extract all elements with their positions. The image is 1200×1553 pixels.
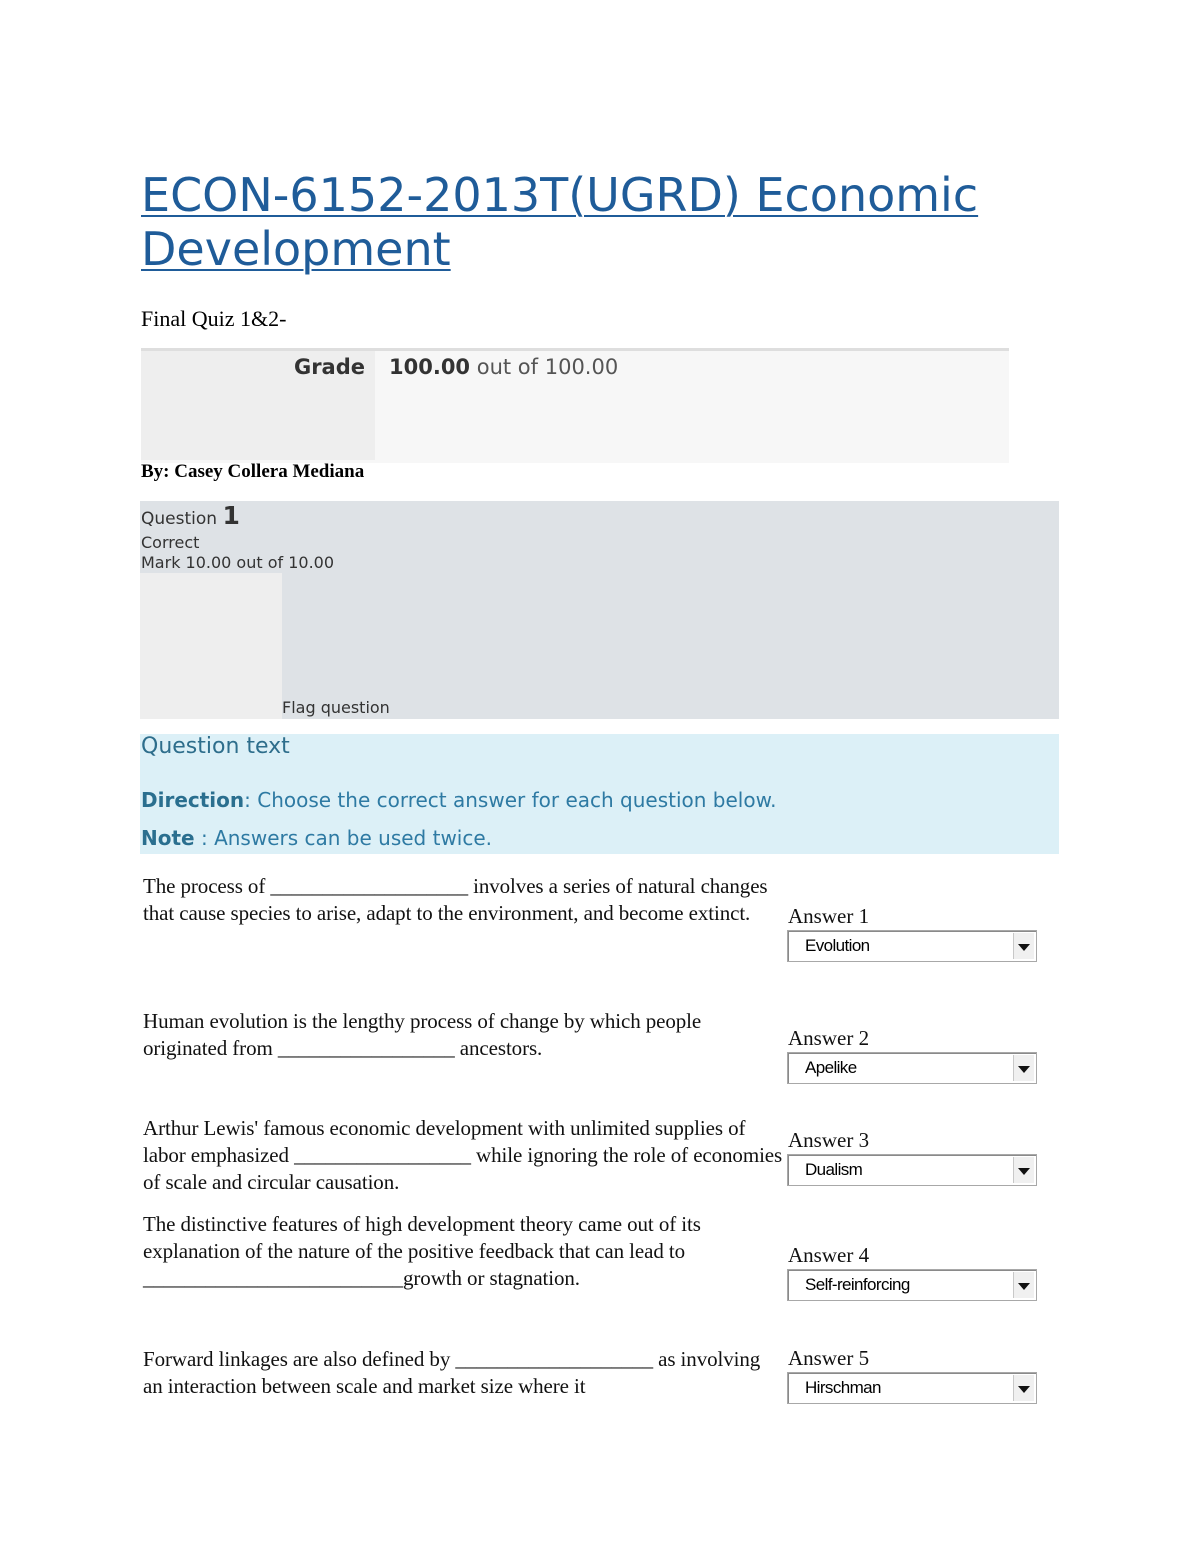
question-text-panel bbox=[140, 734, 1059, 854]
direction-line bbox=[141, 788, 776, 812]
answer-select-value-1: Evolution bbox=[805, 936, 870, 955]
note-label: Note bbox=[141, 826, 195, 850]
answer-select-4[interactable] bbox=[787, 1269, 1037, 1301]
answer-select-2[interactable] bbox=[787, 1052, 1037, 1084]
author-credit: By: Casey Collera Mediana bbox=[141, 461, 365, 482]
question-status: Correct bbox=[141, 533, 200, 552]
question-state bbox=[141, 533, 334, 573]
answer-select-5[interactable] bbox=[787, 1372, 1037, 1404]
question-mark: Mark 10.00 out of 10.00 bbox=[141, 553, 335, 572]
chevron-down-icon[interactable] bbox=[1013, 933, 1034, 959]
quiz-name: Final Quiz 1&2- bbox=[141, 306, 287, 331]
question-number bbox=[141, 501, 240, 530]
grade-label-cell bbox=[141, 351, 375, 460]
question-prompt-4: The distinctive features of high development theory came out of its explanation of the nature of the positive feedback that can lead to _________________________growth or stagnation. bbox=[143, 1212, 701, 1290]
grade-score: 100.00 bbox=[389, 355, 471, 379]
grade-value bbox=[389, 355, 618, 379]
grade-label: Grade bbox=[293, 355, 365, 379]
answer-select-value-2: Apelike bbox=[805, 1058, 857, 1077]
chevron-down-icon[interactable] bbox=[1013, 1375, 1034, 1401]
question-number-value: 1 bbox=[222, 501, 240, 530]
chevron-down-icon[interactable] bbox=[1013, 1157, 1034, 1183]
answer-select-3[interactable] bbox=[787, 1154, 1037, 1186]
question-info-panel bbox=[140, 501, 1059, 719]
chevron-down-icon[interactable] bbox=[1013, 1055, 1034, 1081]
grade-summary bbox=[141, 348, 1009, 463]
grade-out-of: out of 100.00 bbox=[476, 355, 619, 379]
question-text-heading: Question text bbox=[141, 734, 290, 759]
question-prompt-1: The process of ___________________ involves a series of natural changes that cause species to arise, adapt to the environment, and become extinct. bbox=[143, 874, 768, 925]
flag-icon[interactable] bbox=[140, 573, 282, 719]
flag-question-link[interactable]: Flag question bbox=[282, 698, 390, 717]
answer-select-1[interactable] bbox=[787, 930, 1037, 962]
question-prompt-2: Human evolution is the lengthy process of change by which people originated from _________________ ancestors. bbox=[143, 1009, 702, 1060]
answer-select-value-4: Self-reinforcing bbox=[805, 1275, 910, 1294]
answer-label-1: Answer 1 bbox=[788, 904, 870, 928]
question-prefix: Question bbox=[141, 509, 218, 529]
direction-text: : Choose the correct answer for each question below. bbox=[244, 788, 777, 812]
question-prompt-3: Arthur Lewis' famous economic development with unlimited supplies of labor emphasized _________________ while ignoring the role of economies of scale and circular causation. bbox=[143, 1116, 783, 1194]
answer-label-2: Answer 2 bbox=[788, 1026, 870, 1050]
answer-select-value-5: Hirschman bbox=[805, 1378, 881, 1397]
answer-label-5: Answer 5 bbox=[788, 1346, 870, 1370]
note-text: : Answers can be used twice. bbox=[194, 826, 493, 850]
direction-label: Direction bbox=[141, 788, 245, 812]
chevron-down-icon[interactable] bbox=[1013, 1272, 1034, 1298]
answer-select-value-3: Dualism bbox=[805, 1160, 863, 1179]
note-line bbox=[141, 826, 492, 850]
answer-label-3: Answer 3 bbox=[788, 1128, 870, 1152]
answer-label-4: Answer 4 bbox=[788, 1243, 870, 1267]
course-title[interactable]: ECON-6152-2013T(UGRD) Economic Development bbox=[141, 168, 979, 276]
question-prompt-5: Forward linkages are also defined by ___________________ as involving an interaction between scale and market size where it bbox=[143, 1347, 761, 1398]
